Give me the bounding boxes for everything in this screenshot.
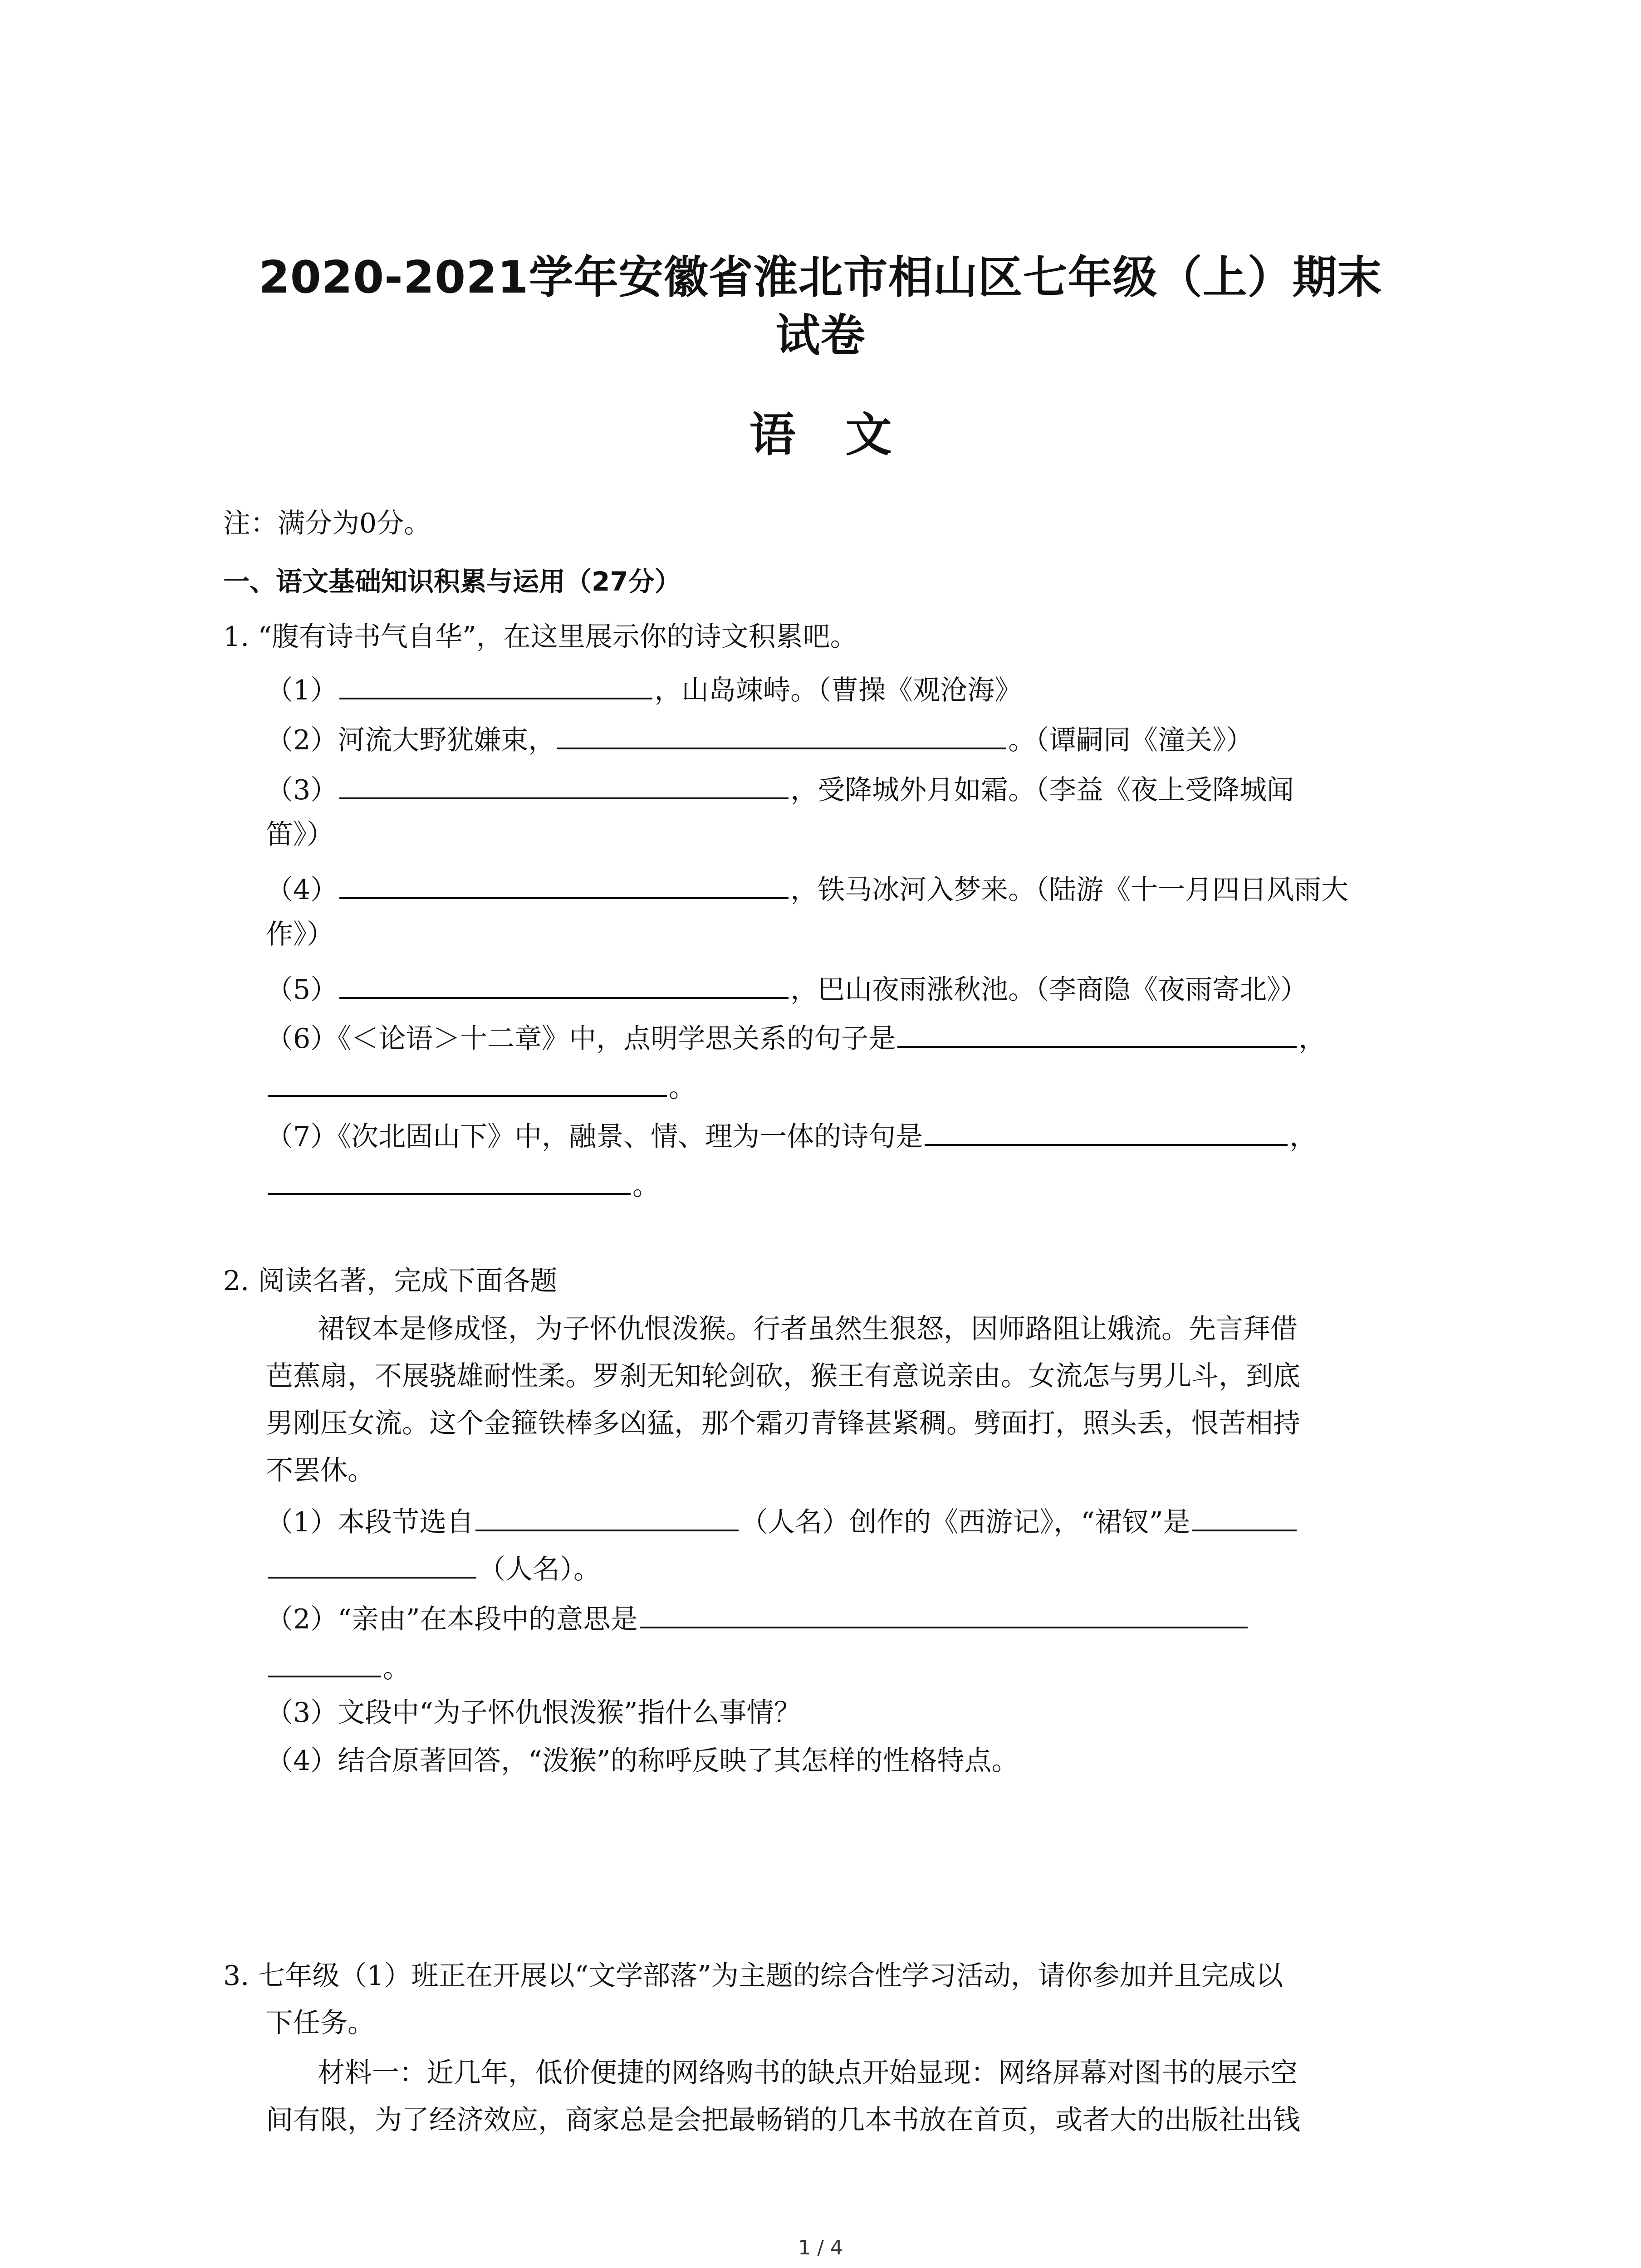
q1-item-4-continuation: 作》） bbox=[266, 919, 334, 950]
score-note: 注：满分为0分。 bbox=[223, 508, 431, 539]
q1-item-5-number: （5） bbox=[266, 974, 338, 1006]
exam-title-line-2: 试卷 bbox=[775, 310, 866, 362]
q1-item-7-continuation bbox=[266, 1165, 660, 1204]
q1-item-3 bbox=[266, 769, 1294, 808]
q1-item-3-number: （3） bbox=[266, 774, 338, 806]
q1-item-3-text: ，受降城外月如霜。（李益《夜上受降城闻 bbox=[790, 774, 1294, 806]
q1-item-7 bbox=[266, 1116, 1317, 1155]
q1-item-6-comma: ， bbox=[1298, 1023, 1326, 1055]
q1-item-7-end: 。 bbox=[632, 1170, 660, 1202]
section-heading: 一、语文基础知识积累与运用（27分） bbox=[223, 566, 681, 597]
q1-item-6-end: 。 bbox=[669, 1072, 696, 1104]
q2-stem: 2. 阅读名著，完成下面各题 bbox=[223, 1265, 558, 1297]
answer-blank[interactable] bbox=[339, 969, 789, 999]
q2-item-2-continuation bbox=[266, 1647, 410, 1686]
answer-blank[interactable] bbox=[268, 1647, 381, 1677]
q2-passage-line: 芭蕉扇，不展骁雄耐性柔。罗刹无知轮剑砍，猴王有意说亲由。女流怎与男儿斗，到底 bbox=[266, 1360, 1300, 1392]
q2-item-2 bbox=[266, 1598, 1249, 1637]
answer-blank[interactable] bbox=[339, 670, 652, 699]
q2-item-1-text-before: （1）本段节选自 bbox=[266, 1506, 474, 1538]
answer-blank[interactable] bbox=[1192, 1501, 1297, 1531]
q1-item-1-text: ，山岛竦峙。（曹操《观沧海》 bbox=[654, 675, 1022, 706]
q1-item-1 bbox=[266, 670, 1022, 709]
page-number: 1 / 4 bbox=[798, 2236, 843, 2259]
answer-blank[interactable] bbox=[339, 769, 789, 799]
q1-item-7-comma: ， bbox=[1289, 1121, 1317, 1153]
q1-item-4 bbox=[266, 869, 1348, 908]
q2-item-2-end: 。 bbox=[383, 1652, 410, 1684]
answer-blank[interactable] bbox=[268, 1067, 667, 1097]
q1-item-3-continuation: 笛》） bbox=[266, 819, 334, 850]
q1-item-4-number: （4） bbox=[266, 874, 338, 906]
answer-blank[interactable] bbox=[339, 869, 789, 899]
q1-item-6-text: （6）《＜论语＞十二章》中，点明学思关系的句子是 bbox=[266, 1023, 896, 1055]
q2-item-1-text-middle: （人名）创作的《西游记》，“裙钗”是 bbox=[740, 1506, 1190, 1538]
q2-item-4: （4）结合原著回答，“泼猴”的称呼反映了其怎样的性格特点。 bbox=[266, 1745, 1019, 1777]
q2-item-1-continuation bbox=[266, 1549, 601, 1588]
answer-blank[interactable] bbox=[475, 1501, 739, 1531]
answer-blank[interactable] bbox=[640, 1598, 1248, 1628]
subject-title: 语文 bbox=[749, 408, 942, 462]
q1-item-2 bbox=[266, 719, 1253, 758]
q1-item-7-text: （7）《次北固山下》中，融景、情、理为一体的诗句是 bbox=[266, 1121, 923, 1153]
answer-blank[interactable] bbox=[925, 1116, 1288, 1146]
q2-passage-line: 不罢休。 bbox=[266, 1455, 375, 1486]
q2-item-1-end: （人名）。 bbox=[478, 1554, 601, 1585]
q1-item-6 bbox=[266, 1018, 1326, 1057]
q3-material-line-1: 材料一：近几年，低价便捷的网络购书的缺点开始显现：网络屏幕对图书的展示空 bbox=[318, 2057, 1298, 2089]
q1-item-5-text: ，巴山夜雨涨秋池。（李商隐《夜雨寄北》） bbox=[790, 974, 1308, 1006]
q1-item-4-text: ，铁马冰河入梦来。（陆游《十一月四日风雨大 bbox=[790, 874, 1349, 906]
exam-title-line-1: 2020-2021学年安徽省淮北市相山区七年级（上）期末 bbox=[259, 252, 1382, 303]
q2-item-3: （3）文段中“为子怀仇恨泼猴”指什么事情？ bbox=[266, 1697, 801, 1729]
q3-material-line-2: 间有限，为了经济效应，商家总是会把最畅销的几本书放在首页，或者大的出版社出钱 bbox=[266, 2104, 1300, 2136]
q2-passage-line: 男刚压女流。这个金箍铁棒多凶猛，那个霜刃青锋甚紧稠。劈面打，照头丢，恨苦相持 bbox=[266, 1408, 1300, 1439]
q1-stem: 1. “腹有诗书气自华”，在这里展示你的诗文积累吧。 bbox=[223, 621, 857, 653]
q1-item-1-number: （1） bbox=[266, 675, 338, 706]
q3-stem-line-2: 下任务。 bbox=[266, 2007, 375, 2039]
q1-item-6-continuation bbox=[266, 1067, 696, 1106]
q2-item-2-text: （2）“亲由”在本段中的意思是 bbox=[266, 1603, 638, 1635]
q3-stem-line-1: 3. 七年级（1）班正在开展以“文学部落”为主题的综合性学习活动，请你参加并且完成以 bbox=[223, 1960, 1283, 1992]
q2-passage-line: 裙钗本是修成怪，为子怀仇恨泼猴。行者虽然生狠怒，因师路阻让娥流。先言拜借 bbox=[318, 1313, 1298, 1345]
q1-item-2-text-before: （2）河流大野犹嫌束， bbox=[266, 724, 556, 756]
answer-blank[interactable] bbox=[268, 1165, 631, 1195]
answer-blank[interactable] bbox=[268, 1549, 476, 1579]
q2-item-1 bbox=[266, 1501, 1298, 1540]
answer-blank[interactable] bbox=[897, 1018, 1297, 1048]
q1-item-2-text-after: 。（谭嗣同《潼关》） bbox=[1008, 724, 1254, 756]
answer-blank[interactable] bbox=[557, 719, 1006, 749]
q1-item-5 bbox=[266, 969, 1308, 1008]
